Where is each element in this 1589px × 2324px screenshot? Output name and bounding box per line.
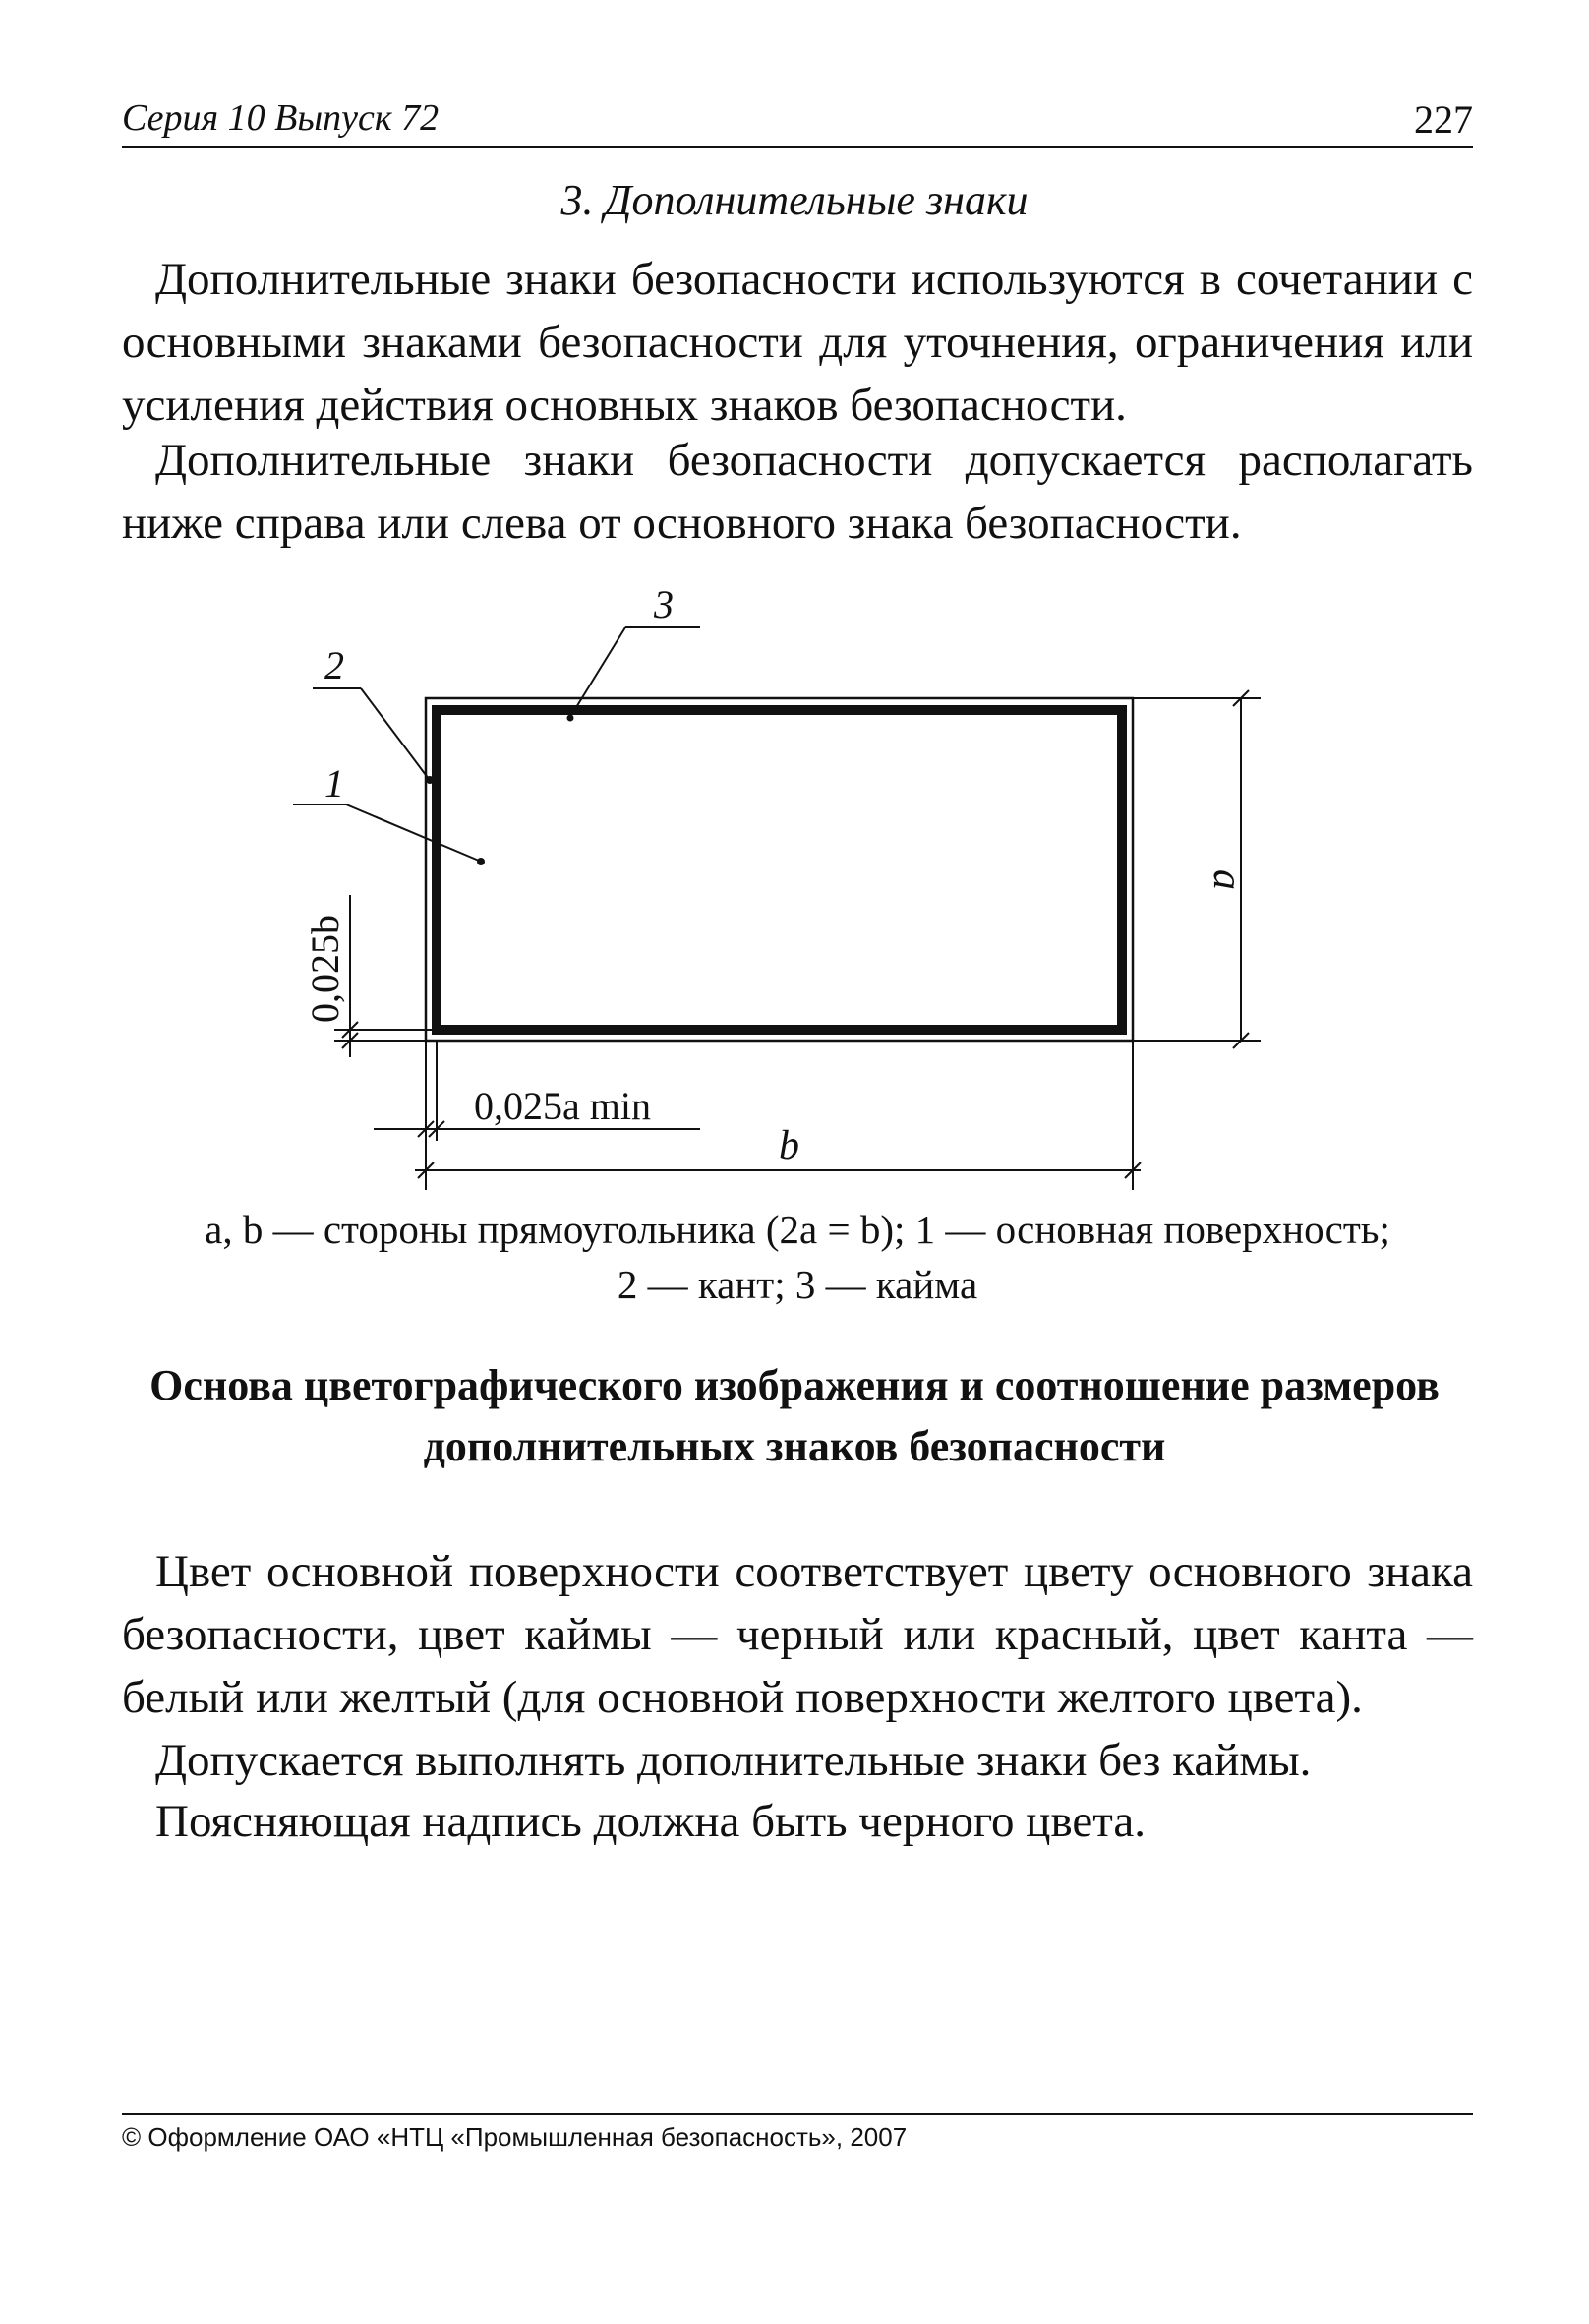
paragraph-purpose: Дополнительные знаки безопасности используются в сочетании с основными знаками безопасности для уточнения, ограничения или усиления действия основных знаков безопасности. [122, 254, 1473, 431]
paragraph-caption-color: Поясняющая надпись должна быть черного цвета. [155, 1796, 1146, 1847]
header-series: Серия 10 Выпуск 72 [122, 97, 440, 139]
callout-3-leader [570, 627, 625, 717]
sign-diagram [0, 561, 1589, 1210]
callout-2-label: 2 [324, 643, 344, 687]
paragraph-placement: Дополнительные знаки безопасности допускается располагать ниже справа или слева от основного знака безопасности. [122, 435, 1473, 549]
callout-1-label: 1 [324, 761, 344, 805]
paragraph-no-border: Допускается выполнять дополнительные знаки без каймы. [155, 1735, 1312, 1786]
callout-1-dot [477, 858, 485, 865]
outer-rectangle [426, 698, 1133, 1041]
dim-small-h-label: 0,025a min [474, 1084, 651, 1128]
footer-divider [122, 2113, 1473, 2115]
legend-line-1: a, b — стороны прямоугольника (2a = b); 1 — основная поверхность; [205, 1207, 1390, 1252]
callout-1-leader [346, 804, 479, 861]
bold-heading-line-1: Основа цветографического изображения и соотношение размеров [149, 1361, 1440, 1409]
callout-3-dot [567, 715, 574, 722]
callout-3-label: 3 [654, 582, 674, 626]
callout-2-leader [361, 688, 429, 779]
bold-heading [98, 1355, 1491, 1477]
dim-b-label: b [779, 1123, 799, 1168]
section-title: 3. Дополнительные знаки [560, 176, 1029, 224]
border-frame [437, 710, 1122, 1030]
footer-copyright: © Оформление ОАО «НТЦ «Промышленная безопасность», 2007 [122, 2122, 908, 2152]
dim-small-v-label: 0,025b [303, 915, 347, 1023]
header-divider [122, 146, 1473, 148]
legend-line-2: 2 — кант; 3 — кайма [617, 1262, 978, 1307]
figure-legend [122, 1202, 1473, 1312]
bold-heading-line-2: дополнительных знаков безопасности [423, 1422, 1166, 1470]
page-number: 227 [1414, 97, 1473, 142]
dim-a-label: a [1205, 869, 1250, 890]
paragraph-colors: Цвет основной поверхности соответствует цвету основного знака безопасности, цвет каймы — черный или красный, цвет канта — белый или желтый (для основной поверхности желтого цвета). [122, 1546, 1473, 1723]
callout-2-dot [426, 776, 434, 784]
